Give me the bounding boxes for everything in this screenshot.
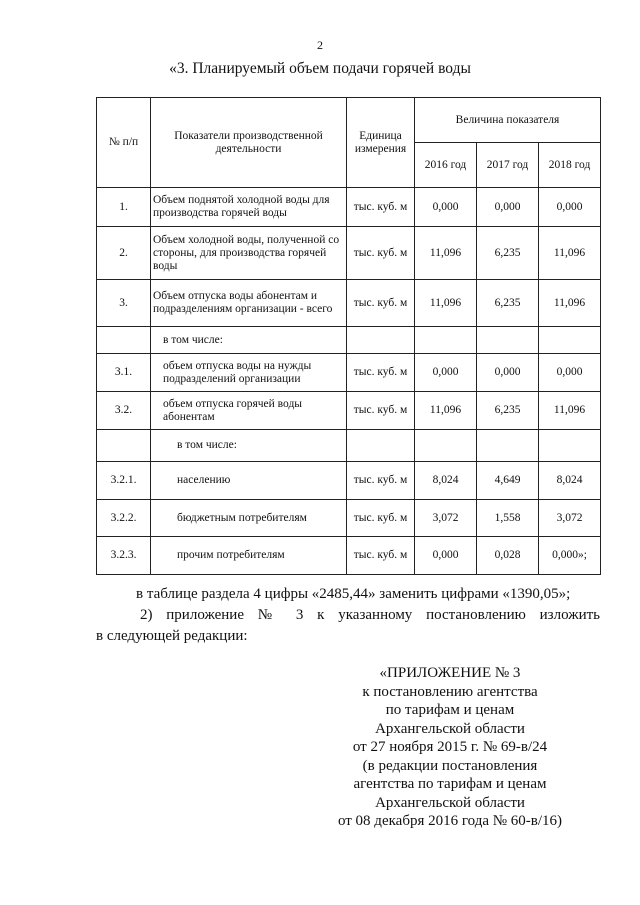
row-indicator: населению [151,462,347,500]
appendix-line: от 27 ноября 2015 г. № 69-в/24 [352,739,548,755]
header-year-2016: 2016 год [415,143,477,188]
row-num: 3. [97,280,151,327]
appendix-line: Архангельской области [375,794,525,811]
appendix-line: «ПРИЛОЖЕНИЕ № 3 [379,665,521,681]
row-value-2018: 11,096 [539,392,601,430]
row-unit: тыс. куб. м [347,227,415,280]
row-num [97,327,151,354]
row-indicator: в том числе: [151,327,347,354]
row-indicator: объем отпуска воды на нужды подразделений организации [151,354,347,392]
row-unit [347,327,415,354]
table-row [97,430,601,462]
appendix-line: по тарифам и ценам [385,702,515,718]
header-year-2017: 2017 год [477,143,539,188]
header-year-2018: 2018 год [539,143,601,188]
row-value-2017: 4,649 [477,462,539,500]
paragraph-appendix-3-line2: в следующей редакции: [96,628,248,644]
header-unit: Единица измерения [347,98,415,188]
row-value-2017: 6,235 [477,227,539,280]
paragraph-appendix-3-line1: 2) приложение № 3 к указанному постановлению изложить [140,607,600,623]
row-indicator: прочим потребителям [151,537,347,575]
appendix-line: к постановлению агентства [362,683,538,700]
row-indicator: в том числе: [151,430,347,462]
row-num: 3.2.2. [97,500,151,537]
table-row [97,327,601,354]
table-row [97,188,601,227]
header-value: Величина показателя [415,98,601,143]
paragraph-table-section-4: в таблице раздела 4 цифры «2485,44» заменить цифрами «1390,05»; [136,586,571,602]
row-value-2017 [477,430,539,462]
row-num: 1. [97,188,151,227]
row-indicator: Объем отпуска воды абонентам и подразделениям организации - всего [151,280,347,327]
row-value-2016 [415,430,477,462]
row-num: 3.2.3. [97,537,151,575]
row-indicator: Объем холодной воды, полученной со стороны, для производства горячей воды [151,227,347,280]
row-unit: тыс. куб. м [347,188,415,227]
table-row [97,392,601,430]
row-value-2018: 0,000 [539,188,601,227]
row-value-2017: 1,558 [477,500,539,537]
row-num: 3.1. [97,354,151,392]
header-num: № п/п [97,98,151,188]
row-value-2016: 0,000 [415,537,477,575]
table-row [97,500,601,537]
row-value-2018: 8,024 [539,462,601,500]
row-indicator: бюджетным потребителям [151,500,347,537]
page-number: 2 [317,38,323,52]
row-value-2018 [539,327,601,354]
row-value-2016: 3,072 [415,500,477,537]
row-num [97,430,151,462]
row-value-2016 [415,327,477,354]
row-value-2017: 0,000 [477,354,539,392]
row-value-2018: 11,096 [539,227,601,280]
row-value-2016: 0,000 [415,188,477,227]
table-row [97,354,601,392]
row-value-2017: 0,000 [477,188,539,227]
table-row [97,462,601,500]
appendix-line: от 08 декабря 2016 года № 60-в/16) [337,813,563,829]
row-value-2016: 8,024 [415,462,477,500]
row-value-2017: 6,235 [477,392,539,430]
row-value-2018: 11,096 [539,280,601,327]
appendix-heading-block [330,664,570,831]
row-value-2016: 0,000 [415,354,477,392]
row-unit: тыс. куб. м [347,280,415,327]
row-value-2017: 0,028 [477,537,539,575]
appendix-line: агентства по тарифам и ценам [353,776,547,792]
table-row [97,537,601,575]
section-title: «3. Планируемый объем подачи горячей воды [169,60,471,77]
row-unit: тыс. куб. м [347,392,415,430]
appendix-line: (в редакции постановления [362,757,538,774]
row-value-2016: 11,096 [415,280,477,327]
appendix-line: Архангельской области [375,720,525,737]
row-indicator: объем отпуска горячей воды абонентам [151,392,347,430]
row-num: 3.2.1. [97,462,151,500]
row-unit: тыс. куб. м [347,462,415,500]
row-value-2016: 11,096 [415,227,477,280]
row-value-2018 [539,430,601,462]
row-unit [347,430,415,462]
row-value-2018: 0,000 [539,354,601,392]
row-value-2016: 11,096 [415,392,477,430]
header-indicator: Показатели производственной деятельности [151,98,347,188]
table-row [97,280,601,327]
row-value-2017 [477,327,539,354]
table-row [97,227,601,280]
row-unit: тыс. куб. м [347,354,415,392]
row-value-2018: 3,072 [539,500,601,537]
row-unit: тыс. куб. м [347,537,415,575]
row-unit: тыс. куб. м [347,500,415,537]
row-indicator: Объем поднятой холодной воды для производства горячей воды [151,188,347,227]
row-value-2018: 0,000»; [539,537,601,575]
hot-water-plan-table [96,97,601,575]
row-num: 2. [97,227,151,280]
row-num: 3.2. [97,392,151,430]
row-value-2017: 6,235 [477,280,539,327]
